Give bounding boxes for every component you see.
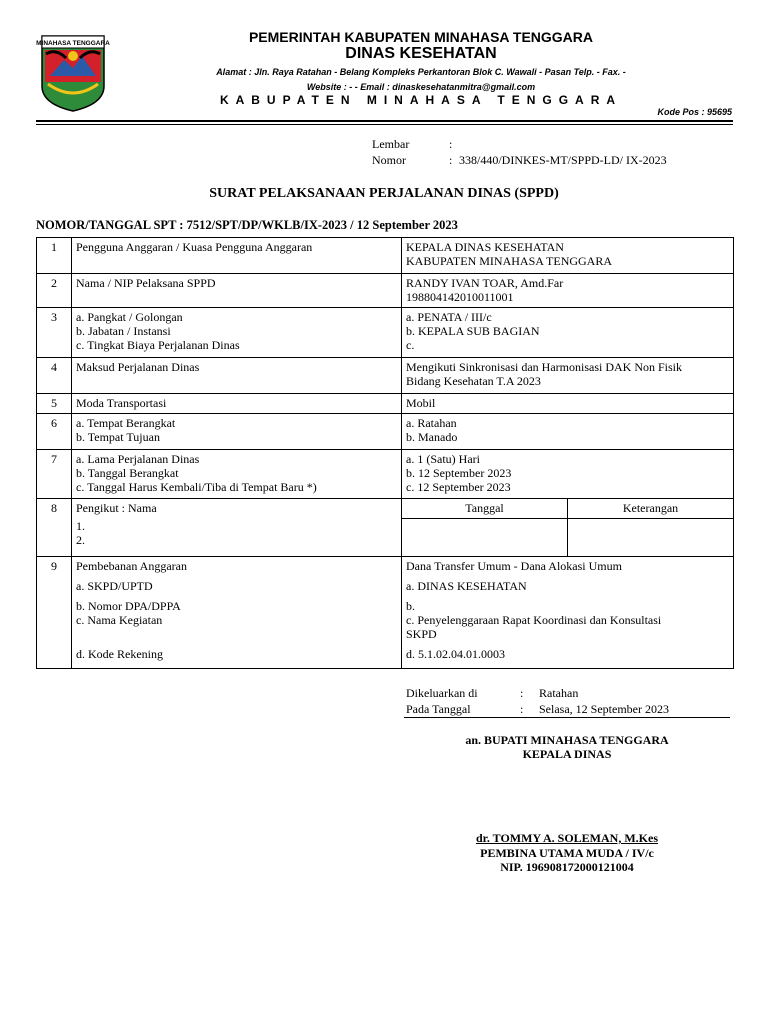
jabatan-penandatangan: KEPALA DINAS [522,747,612,761]
value-line: a. Ratahan [406,416,457,430]
row-label [72,450,402,499]
row-value [402,358,734,394]
pengikut-2: 2. [76,533,85,547]
nip-penandatangan: NIP. 196908172000121004 [500,860,634,874]
signature-divider [404,717,730,718]
value-line: Dana Transfer Umum - Dana Alokasi Umum [406,559,622,573]
label-line: d. Kode Rekening [76,647,163,661]
nomor-label: Nomor [372,153,406,167]
nama-penandatangan: dr. TOMMY A. SOLEMAN, M.Kes [475,831,658,845]
kop-dinas: DINAS KESEHATAN [345,45,497,62]
cell-tanggal [402,519,568,557]
row-value [402,414,734,450]
nomor-tanggal-spt: NOMOR/TANGGAL SPT : 7512/SPT/DP/WKLB/IX-2023 / 12 September 2023 [36,218,458,232]
row-number: 7 [37,450,72,499]
row-number: 8 [37,499,72,557]
row-number: 2 [37,274,72,308]
emblem-text: MINAHASA TENGGARA [36,40,110,47]
label-line: Pembebanan Anggaran [76,559,187,573]
pada-tanggal-label: Pada Tanggal [406,702,471,716]
value-line: b. 12 September 2023 [406,466,512,480]
table-row [37,414,734,450]
pada-tanggal-sep: : [520,702,524,716]
value-line: KEPALA DINAS KESEHATAN [406,240,564,254]
row-number: 5 [37,394,72,414]
value-line: c. 12 September 2023 [406,480,511,494]
pengikut-1: 1. [76,519,85,533]
table-row [37,238,734,274]
row-label: Maksud Perjalanan Dinas [72,358,402,394]
value-line: 198804142010011001 [406,290,514,304]
nomor-value: 338/440/DINKES-MT/SPPD-LD/ IX-2023 [459,153,667,167]
lembar-sep: : [449,137,453,151]
value-line: d. 5.1.02.04.01.0003 [406,647,505,661]
row-number: 9 [37,557,72,669]
row-label: Nama / NIP Pelaksana SPPD [72,274,402,308]
dikeluarkan-value: Ratahan [539,686,579,700]
value-line: a. 1 (Satu) Hari [406,452,480,466]
nomor-sep: : [449,153,453,167]
kop-alamat: Alamat : Jln. Raya Ratahan - Belang Kompleks Perkantoran Blok C. Wawali - Pasan Telp. - Fax. - [216,67,626,77]
label-line: b. Tempat Tujuan [76,430,160,444]
document-title: SURAT PELAKSANAAN PERJALANAN DINAS (SPPD) [209,186,559,201]
value-line: Mengikuti Sinkronisasi dan Harmonisasi DAK Non Fisik [406,360,682,374]
lembar-label: Lembar [372,137,410,151]
label-line: a. Lama Perjalanan Dinas [76,452,200,466]
label-line: b. Nomor DPA/DPPA [76,599,181,613]
row-number: 6 [37,414,72,450]
kop-divider-thin [36,124,733,125]
label-line: Pengikut : Nama [76,501,157,515]
label-line: a. Pangkat / Golongan [76,310,183,324]
label-line: c. Tingkat Biaya Perjalanan Dinas [76,338,240,352]
table-row [37,358,734,394]
label-line: b. Tanggal Berangkat [76,466,179,480]
value-line: KABUPATEN MINAHASA TENGGARA [406,254,613,268]
cell-keterangan [568,519,734,557]
value-line: a. DINAS KESEHATAN [406,579,527,593]
table-row [37,274,734,308]
minahasa-tenggara-emblem-icon [36,34,110,112]
kop-kode-pos: Kode Pos : 95695 [657,107,732,117]
row-label [72,499,402,557]
header-tanggal: Tanggal [402,499,568,519]
row-value [402,308,734,358]
value-line: b. KEPALA SUB BAGIAN [406,324,540,338]
table-row [37,450,734,499]
row-label [72,557,402,669]
row-label [72,308,402,358]
row-number: 4 [37,358,72,394]
row-value [402,450,734,499]
value-line: a. PENATA / III/c [406,310,492,324]
label-line: b. Jabatan / Instansi [76,324,171,338]
nomor-row [372,153,667,168]
label-line: c. Tanggal Harus Kembali/Tiba di Tempat Baru *) [76,480,317,494]
kop-divider-thick [36,120,733,122]
dikeluarkan-row [406,686,578,701]
row-number: 3 [37,308,72,358]
kop-website-email: Website : - - Email : dinaskesehatanmitra@gmail.com [306,82,536,92]
pangkat-penandatangan: PEMBINA UTAMA MUDA / IV/c [480,846,654,860]
table-row [37,557,734,669]
value-line: SKPD [406,627,437,641]
label-line: a. SKPD/UPTD [76,579,153,593]
pada-tanggal-row [406,702,669,717]
value-line: b. [406,599,415,613]
row-label [72,414,402,450]
pada-tanggal-value: Selasa, 12 September 2023 [539,702,669,716]
row-label: Pengguna Anggaran / Kuasa Pengguna Anggaran [72,238,402,274]
row-number: 1 [37,238,72,274]
value-line: Bidang Kesehatan T.A 2023 [406,374,541,388]
row-label: Moda Transportasi [72,394,402,414]
sppd-table [36,237,734,669]
dikeluarkan-label: Dikeluarkan di [406,686,478,700]
table-row [37,394,734,414]
row-value [402,557,734,669]
dikeluarkan-sep: : [520,686,524,700]
row-value [402,238,734,274]
row-value [402,274,734,308]
value-line: RANDY IVAN TOAR, Amd.Far [406,276,564,290]
atas-nama: an. BUPATI MINAHASA TENGGARA [465,733,669,747]
label-line: c. Nama Kegiatan [76,613,163,627]
value-line: c. Penyelenggaraan Rapat Koordinasi dan Konsultasi [406,613,662,627]
value-line: c. [406,338,415,352]
label-line: a. Tempat Berangkat [76,416,176,430]
kop-pemerintah: PEMERINTAH KABUPATEN MINAHASA TENGGARA [248,29,594,45]
table-row [37,308,734,358]
lembar-row [372,137,459,152]
table-row [37,499,734,519]
header-keterangan: Keterangan [568,499,734,519]
kop-kabupaten: KABUPATEN MINAHASA TENGGARA [219,93,623,107]
row-value: Mobil [402,394,734,414]
value-line: b. Manado [406,430,458,444]
